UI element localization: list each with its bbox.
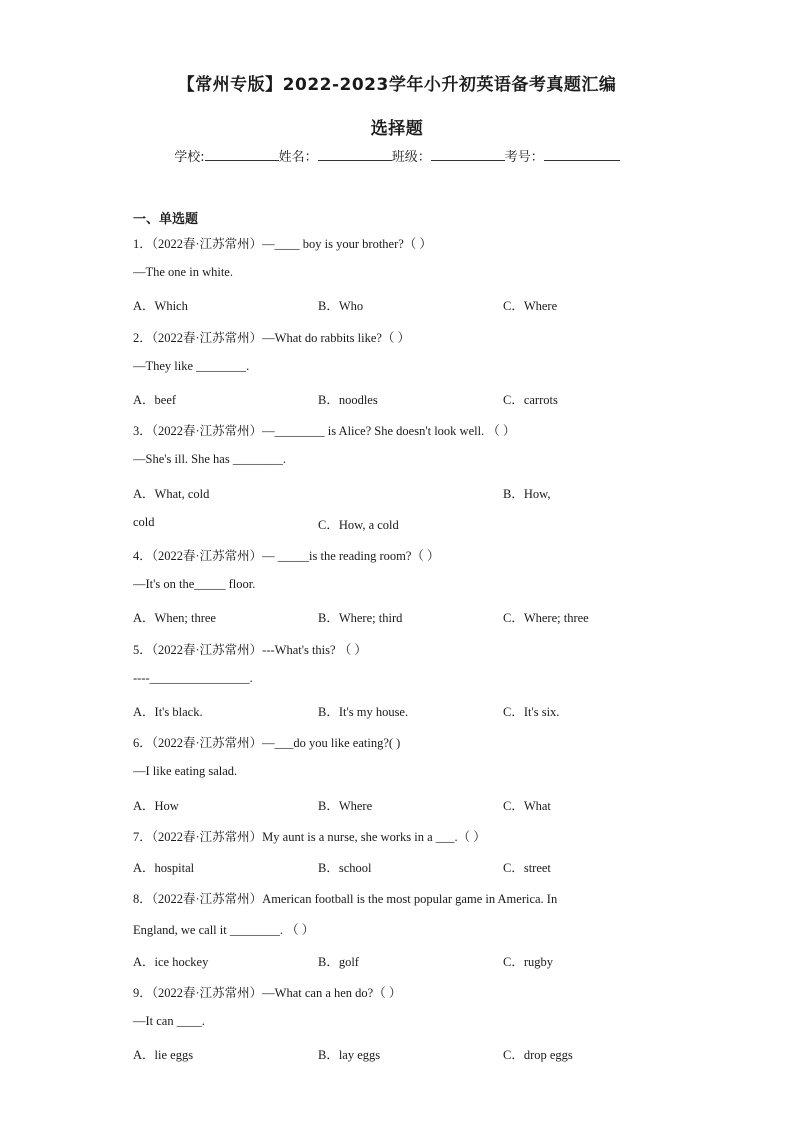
question-7-option-a[interactable]: A．hospital — [133, 861, 195, 875]
question-1-option-a[interactable]: A．Which — [133, 299, 188, 313]
question-4-option-b[interactable]: B．Where; third — [318, 611, 403, 625]
question-8-stem: 8．（2022春·江苏常州）American football is the most popular game in America. In — [133, 892, 558, 906]
document-subtitle: 选择题 — [370, 119, 424, 139]
question-6-option-b[interactable]: B．Where — [318, 799, 373, 813]
question-1-option-c[interactable]: C．Where — [503, 299, 558, 313]
question-7-option-c[interactable]: C．street — [503, 861, 551, 875]
question-8-sub: England, we call it ________. （ ） — [133, 923, 315, 937]
question-2-stem: 2．（2022春·江苏常州）—What do rabbits like?（ ） — [133, 331, 411, 345]
question-4-option-a[interactable]: A．When; three — [133, 611, 216, 625]
question-7-stem: 7．（2022春·江苏常州）My aunt is a nurse, she works in a ___.（ ） — [133, 830, 486, 844]
question-8-option-a[interactable]: A．ice hockey — [133, 955, 209, 969]
name-label: 姓名： — [278, 150, 318, 165]
question-9-option-b[interactable]: B．lay eggs — [318, 1048, 381, 1062]
school-field[interactable] — [205, 146, 279, 161]
question-6-option-a[interactable]: A．How — [133, 799, 179, 813]
question-1-option-b[interactable]: B．Who — [318, 299, 364, 313]
question-3-option-a[interactable]: A．What, cold — [133, 487, 210, 501]
question-5-option-c[interactable]: C．It's six. — [503, 705, 560, 719]
question-1-stem: 1．（2022春·江苏常州）—____ boy is your brother?（ ） — [133, 237, 432, 251]
question-9-stem: 9．（2022春·江苏常州）—What can a hen do?（ ） — [133, 986, 402, 1000]
question-5-stem: 5．（2022春·江苏常州）---What's this? （ ） — [133, 643, 367, 657]
question-9-sub: —It can ____. — [133, 1014, 205, 1028]
class-field[interactable] — [431, 146, 505, 161]
question-6-stem: 6．（2022春·江苏常州）—___do you like eating?( ) — [133, 736, 401, 750]
question-9-option-a[interactable]: A．lie eggs — [133, 1048, 194, 1062]
exam-no-label: 考号： — [504, 150, 544, 165]
question-5-option-b[interactable]: B．It's my house. — [318, 705, 409, 719]
question-8-option-b[interactable]: B．golf — [318, 955, 359, 969]
question-8-option-c[interactable]: C．rugby — [503, 955, 554, 969]
question-3-stem: 3．（2022春·江苏常州）—________ is Alice? She doesn't look well. （ ） — [133, 424, 516, 438]
question-3-option-c[interactable]: C．How, a cold — [318, 518, 399, 532]
question-7-option-b[interactable]: B．school — [318, 861, 372, 875]
section-title: 一、单选题 — [133, 212, 199, 227]
question-2-option-c[interactable]: C．carrots — [503, 393, 558, 407]
name-field[interactable] — [318, 146, 392, 161]
question-2-sub: —They like ________. — [133, 359, 250, 373]
question-5-option-a[interactable]: A．It's black. — [133, 705, 203, 719]
class-label: 班级： — [391, 150, 431, 165]
question-6-sub: —I like eating salad. — [133, 764, 238, 778]
exam-no-field[interactable] — [544, 146, 620, 161]
question-6-option-c[interactable]: C．What — [503, 799, 551, 813]
document-title: 【常州专版】2022-2023学年小升初英语备考真题汇编 — [177, 75, 617, 95]
question-4-stem: 4．（2022春·江苏常州）— _____is the reading room?（ ） — [133, 549, 440, 563]
student-info-row — [0, 146, 794, 165]
question-1-sub: —The one in white. — [133, 265, 233, 279]
question-2-option-a[interactable]: A．beef — [133, 393, 177, 407]
question-5-sub: ----________________. — [133, 671, 253, 685]
question-9-option-c[interactable]: C．drop eggs — [503, 1048, 573, 1062]
question-3-option-b-cont[interactable]: cold — [133, 515, 155, 529]
question-4-option-c[interactable]: C．Where; three — [503, 611, 589, 625]
school-label: 学校: — [174, 150, 205, 165]
question-3-sub: —She's ill. She has ________. — [133, 452, 286, 466]
question-2-option-b[interactable]: B．noodles — [318, 393, 378, 407]
question-4-sub: —It's on the_____ floor. — [133, 577, 256, 591]
question-3-option-b[interactable]: B．How, — [503, 487, 551, 501]
